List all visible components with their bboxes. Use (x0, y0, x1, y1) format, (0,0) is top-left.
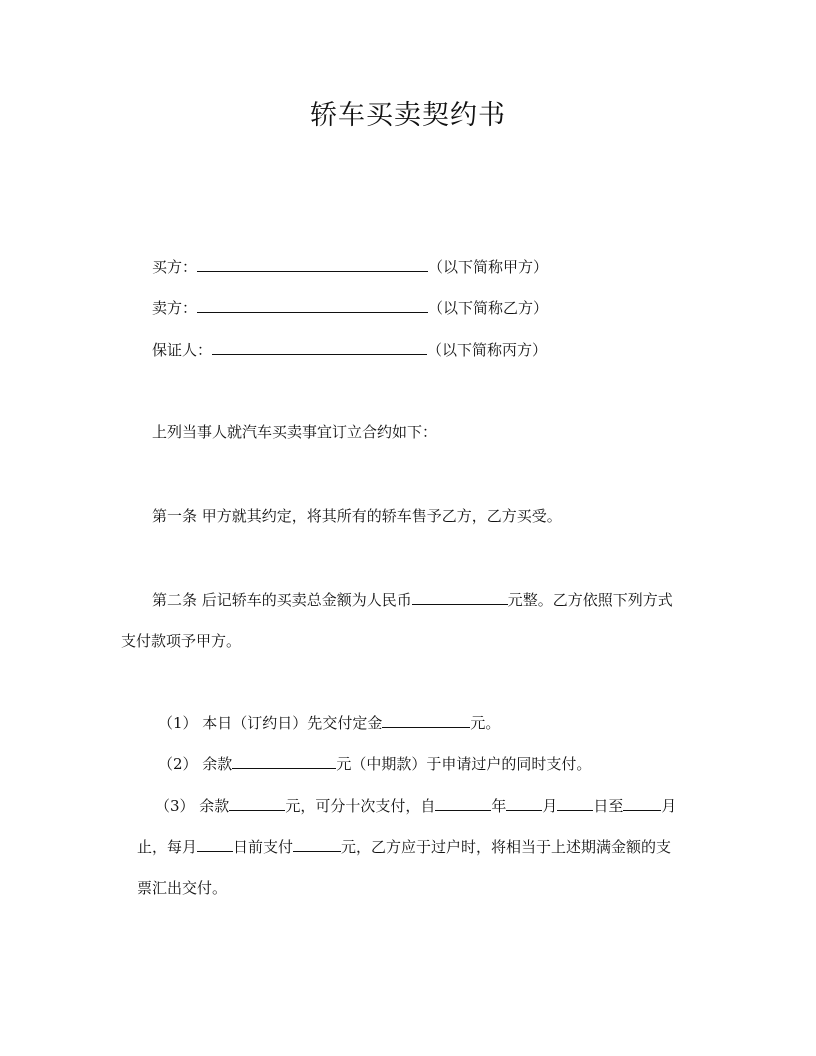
document-title: 轿车买卖契约书 (310, 100, 506, 131)
article-2-line-2: 支付款项予甲方。 (121, 632, 242, 650)
seller-line (152, 297, 548, 318)
item-3-text-g: 止，每月 (137, 838, 198, 856)
payment-item-3-line-3: 票汇出交付。 (137, 879, 228, 897)
article-2-line-1 (152, 589, 673, 610)
intro-paragraph: 上列当事人就汽车买卖事宜订立合约如下： (152, 423, 438, 441)
guarantor-label: 保证人： (152, 341, 213, 359)
item-3-text-d: 月 (542, 797, 558, 815)
start-year-blank[interactable] (435, 795, 491, 811)
seller-label: 卖方： (152, 299, 198, 317)
guarantor-name-blank[interactable] (212, 339, 427, 355)
buyer-label: 买方： (152, 258, 198, 276)
item-1-text-b: 元。 (470, 714, 501, 732)
guarantor-line (152, 339, 547, 360)
monthly-amount-blank[interactable] (293, 836, 341, 852)
item-2-text-b: 元（中期款）于申请过户的同时支付。 (336, 755, 592, 773)
payment-item-3-line-1 (155, 795, 676, 816)
start-month-blank[interactable] (506, 795, 542, 811)
article-2-text-b: 元整。乙方依照下列方式 (507, 591, 673, 609)
seller-name-blank[interactable] (197, 297, 428, 313)
monthly-day-blank[interactable] (197, 836, 233, 852)
item-3-text-a: （3） 余款 (155, 797, 230, 815)
payment-item-2 (158, 753, 591, 774)
buyer-name-blank[interactable] (197, 256, 428, 272)
buyer-note: （以下简称甲方） (428, 258, 549, 276)
start-day-blank[interactable] (557, 795, 593, 811)
item-3-text-b: 元，可分十次支付，自 (285, 797, 436, 815)
item-3-text-f: 月 (661, 797, 677, 815)
payment-item-1 (158, 712, 500, 733)
seller-note: （以下简称乙方） (428, 299, 549, 317)
buyer-line (152, 256, 548, 277)
article-2-text-a: 第二条 后记轿车的买卖总金额为人民币 (152, 591, 412, 609)
item-1-text-a: （1） 本日（订约日）先交付定金 (158, 714, 383, 732)
total-amount-blank[interactable] (412, 589, 508, 605)
article-1: 第一条 甲方就其约定，将其所有的轿车售予乙方，乙方买受。 (152, 507, 562, 525)
item-2-text-a: （2） 余款 (158, 755, 233, 773)
item-3-text-e: 日至 (593, 797, 624, 815)
midterm-amount-blank[interactable] (232, 753, 336, 769)
item-3-text-i: 元，乙方应于过户时，将相当于上述期满金额的支 (341, 838, 672, 856)
end-month-blank[interactable] (623, 795, 661, 811)
payment-item-3-line-2 (137, 836, 671, 857)
balance-amount-blank[interactable] (229, 795, 285, 811)
item-3-text-c: 年 (491, 797, 507, 815)
deposit-amount-blank[interactable] (382, 712, 470, 728)
guarantor-note: （以下简称丙方） (427, 341, 548, 359)
item-3-text-h: 日前支付 (233, 838, 294, 856)
